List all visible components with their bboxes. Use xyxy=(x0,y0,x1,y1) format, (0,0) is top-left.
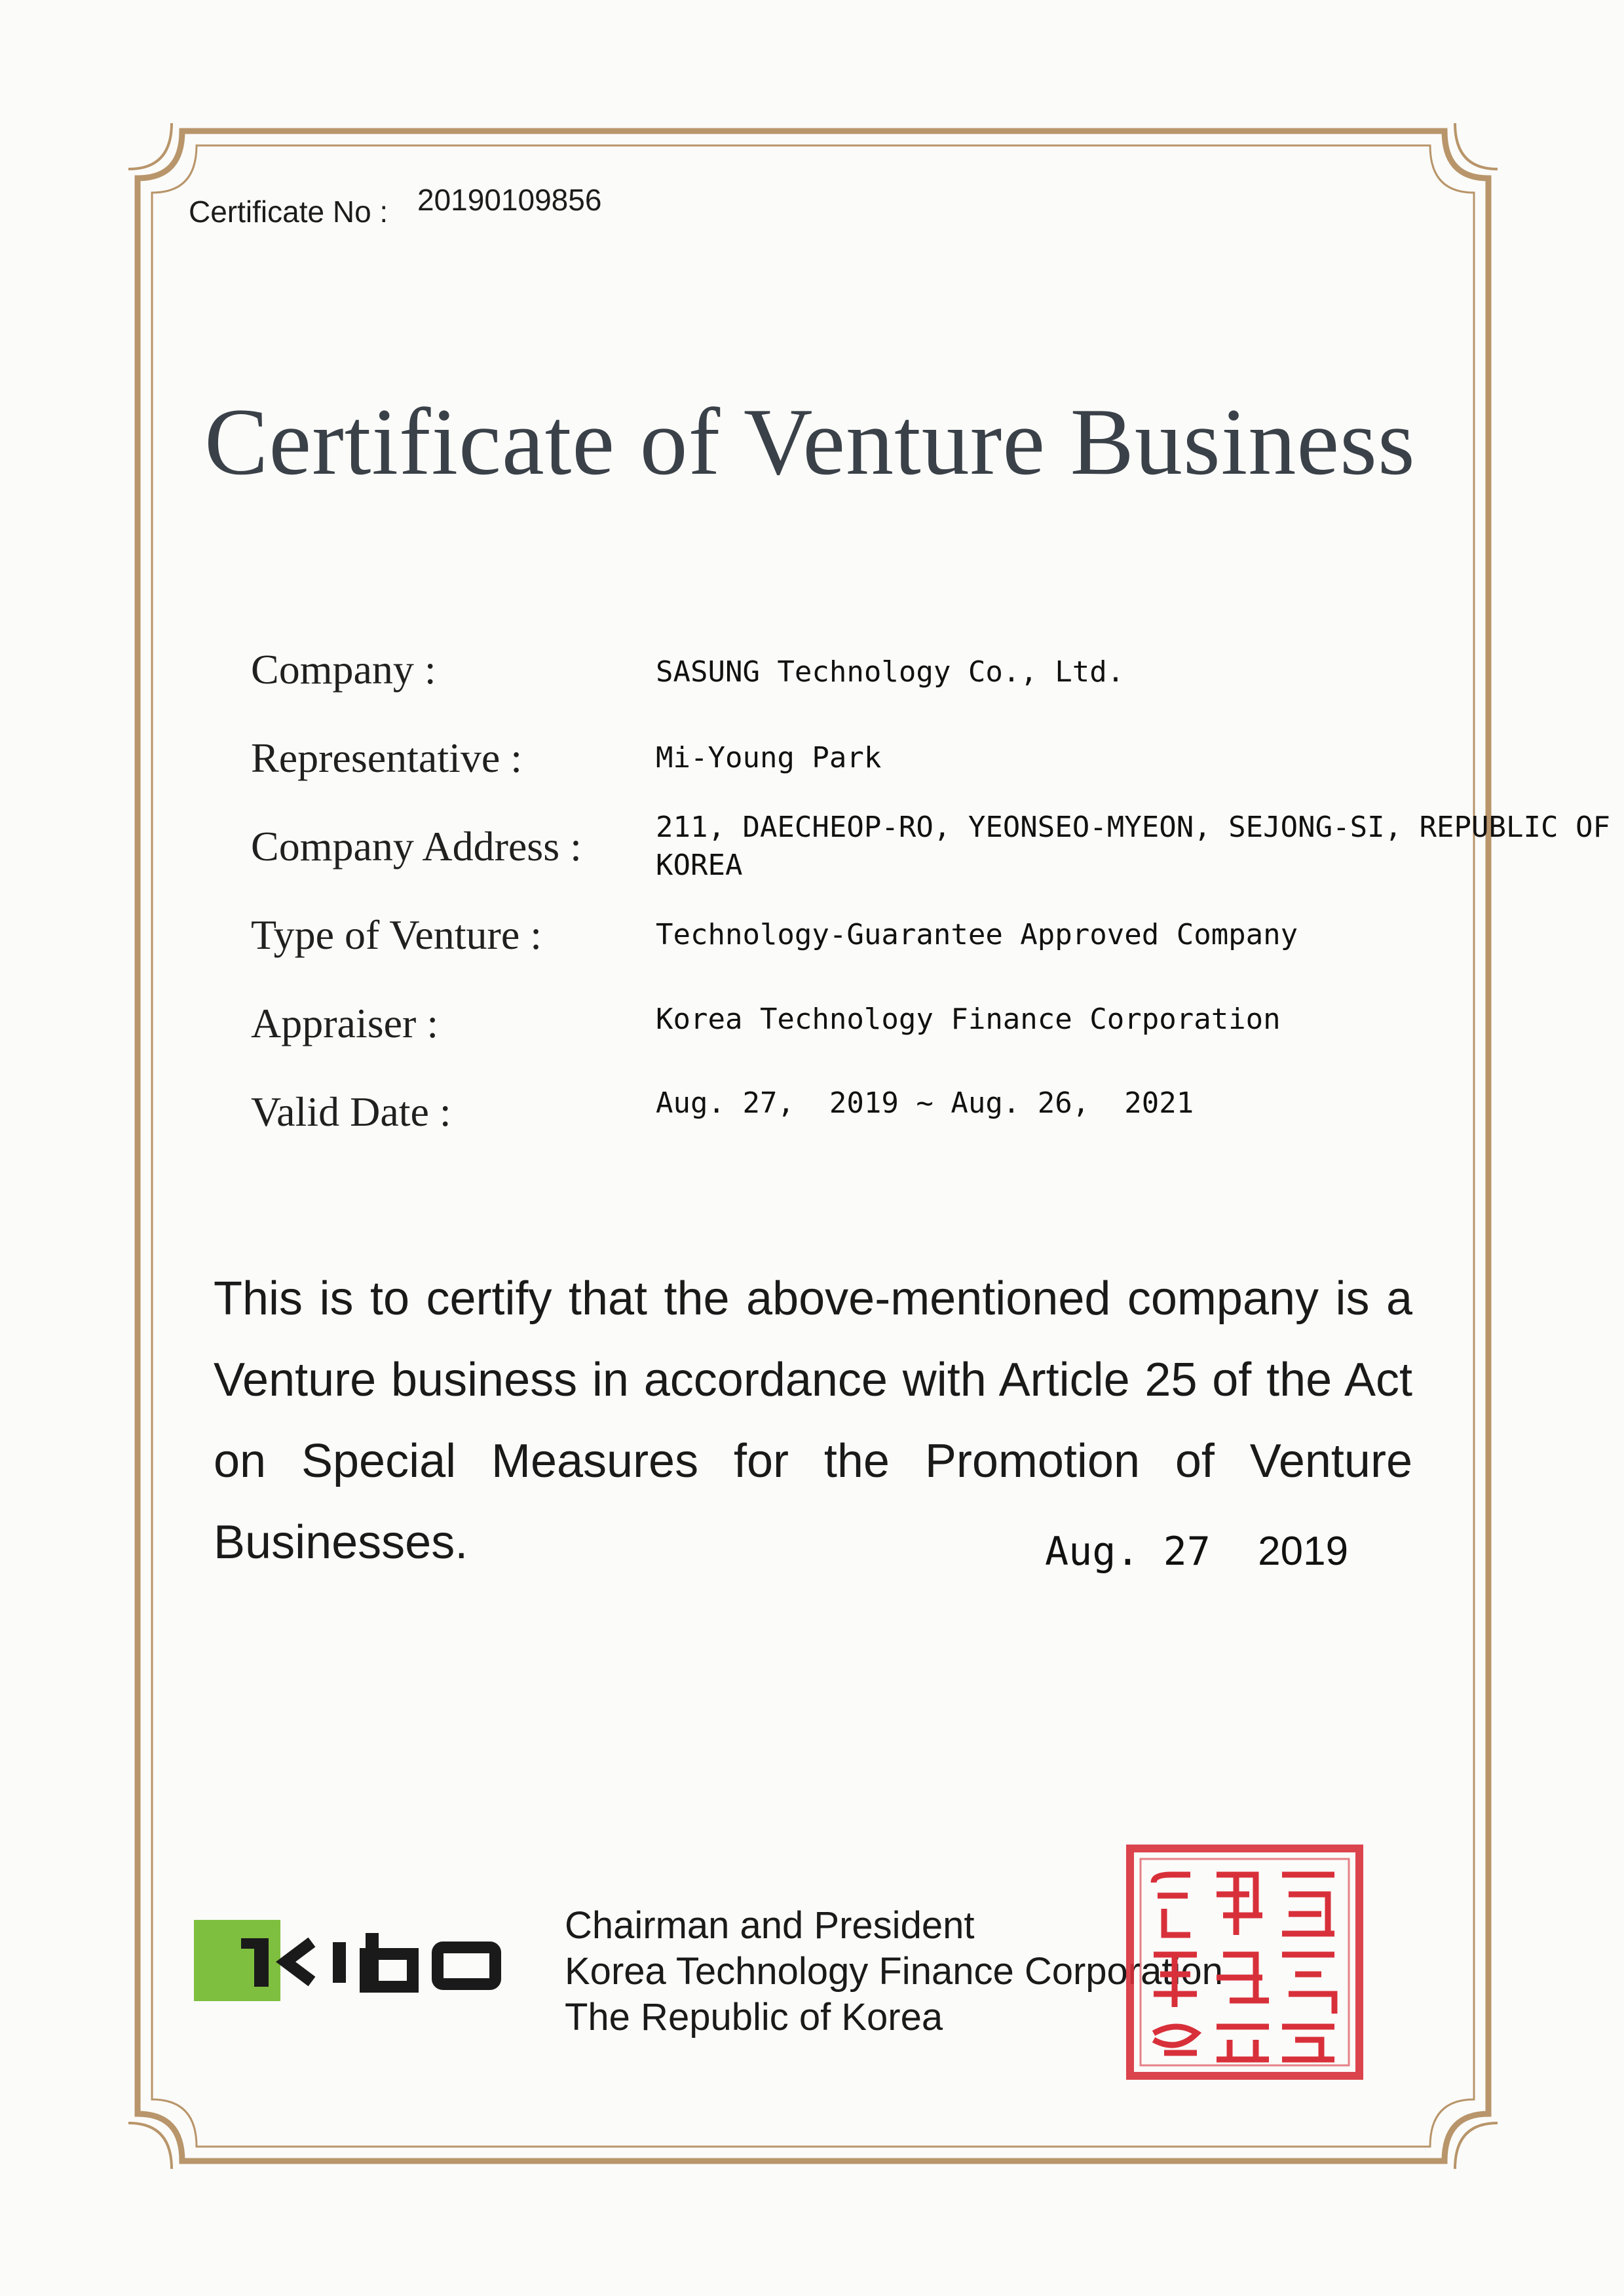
issuer-title: Chairman and President xyxy=(565,1904,975,1947)
venture-type-label: Type of Venture : xyxy=(251,911,542,958)
certification-statement: This is to certify that the above-mentioned company is a Venture business in accordance with Article 25 of the Act on Special Measures for the Promotion of Venture Businesses. xyxy=(214,1272,1412,1569)
kibo-logo xyxy=(194,1913,535,2005)
company-address-value-line2: KOREA xyxy=(656,849,743,882)
company-address-label: Company Address : xyxy=(251,823,582,870)
issue-date-month-day: Aug. 27 xyxy=(1045,1529,1211,1575)
official-seal-stamp xyxy=(1125,1843,1365,2081)
issue-date xyxy=(1045,1528,1348,1575)
company-label: Company : xyxy=(251,646,436,693)
company-value: SASUNG Technology Co., Ltd. xyxy=(656,655,1125,689)
valid-date-label: Valid Date : xyxy=(251,1088,451,1135)
document-title: Certificate of Venture Business xyxy=(204,389,1416,495)
issuer-organization: Korea Technology Finance Corporation xyxy=(565,1950,1223,1993)
representative-label: Representative : xyxy=(251,735,523,781)
appraiser-label: Appraiser : xyxy=(251,1000,439,1046)
appraiser-value: Korea Technology Finance Corporation xyxy=(656,1003,1281,1036)
certificate-number-value: 20190109856 xyxy=(417,183,602,217)
issue-date-year: 2019 xyxy=(1258,1529,1349,1574)
company-address-value-line1: 211, DAECHEOP-RO, YEONSEO-MYEON, SEJONG-SI, REPUBLIC OF xyxy=(656,811,1610,844)
valid-date-value: Aug. 27, 2019 ~ Aug. 26, 2021 xyxy=(656,1086,1194,1120)
venture-type-value: Technology-Guarantee Approved Company xyxy=(656,918,1298,951)
certificate-number-label: Certificate No : xyxy=(189,195,388,229)
representative-value: Mi-Young Park xyxy=(656,741,882,775)
issuer-country: The Republic of Korea xyxy=(565,1996,943,2038)
